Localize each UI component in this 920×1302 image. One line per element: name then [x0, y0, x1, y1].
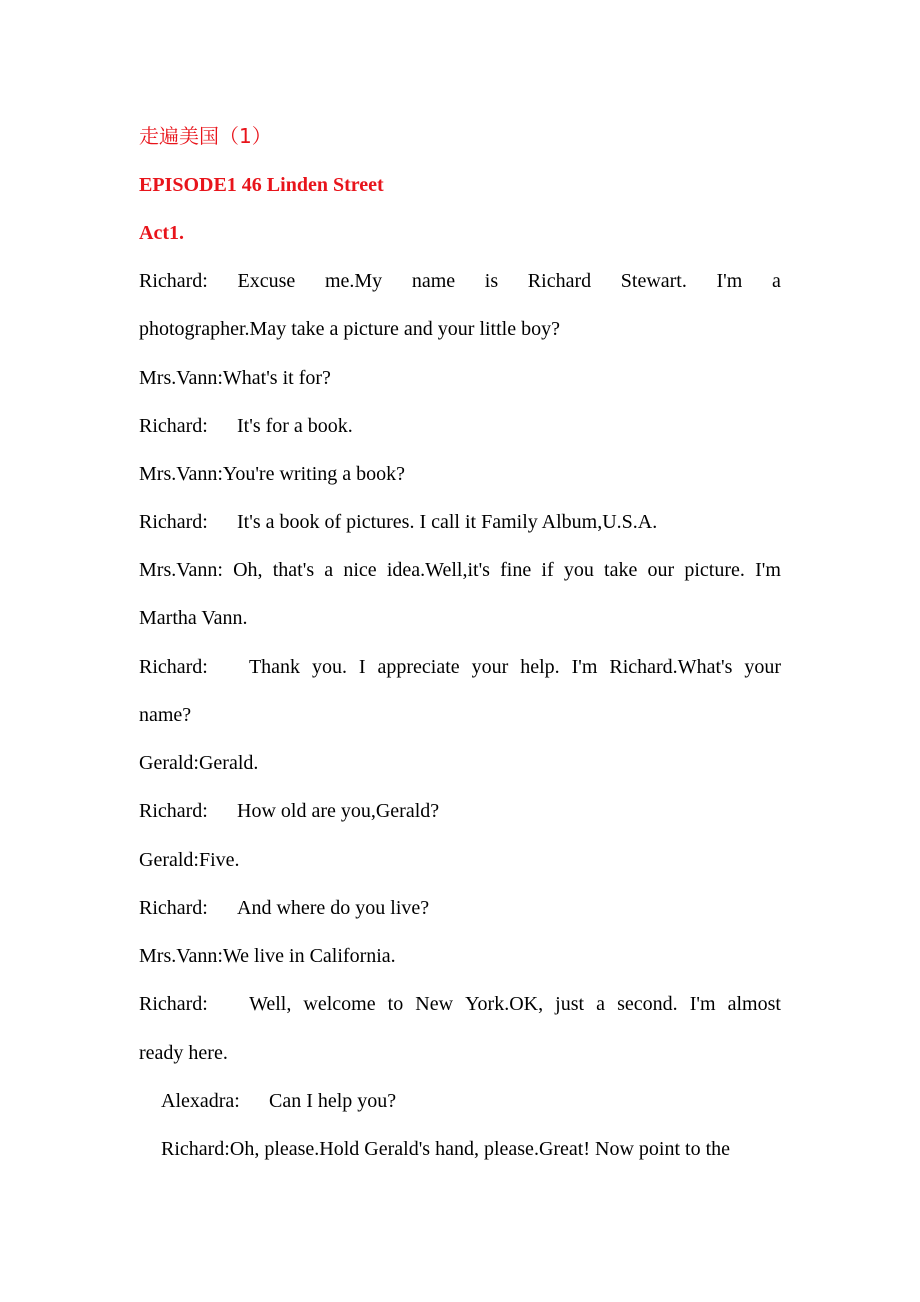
- dialogue-line-4: [139, 460, 781, 488]
- dialogue-line-1-cont: photographer.May take a picture and your little boy?: [139, 318, 560, 340]
- speaker: Mrs.Vann:: [139, 463, 223, 485]
- dialogue-line-13: [139, 990, 781, 1018]
- dialogue-text: We live in California.: [222, 945, 396, 967]
- word: second.: [617, 993, 678, 1015]
- title-cn: [139, 122, 781, 151]
- dialogue-line-7-cont: name?: [139, 704, 192, 726]
- word: I'm: [571, 656, 598, 678]
- dialogue-line-8: [139, 749, 781, 777]
- speaker: Richard:: [161, 1138, 230, 1160]
- speaker: Mrs.Vann:: [139, 559, 223, 581]
- word: your: [744, 656, 781, 678]
- word: you: [563, 559, 594, 581]
- speaker: Richard:: [139, 897, 208, 919]
- word: I'm: [755, 559, 781, 581]
- speaker: Richard:: [139, 415, 208, 437]
- word: a: [324, 559, 334, 581]
- word: almost: [727, 993, 781, 1015]
- speaker: Richard:: [139, 511, 208, 533]
- dialogue-text: Gerald.: [198, 752, 259, 774]
- dialogue-line-12: [139, 942, 781, 970]
- word: me.My: [324, 270, 383, 292]
- dialogue-line-14: [161, 1087, 781, 1115]
- dialogue-text: It's for a book.: [237, 415, 353, 437]
- word: take: [604, 559, 638, 581]
- word: help.: [520, 656, 560, 678]
- word: welcome: [303, 993, 376, 1015]
- dialogue-line-6-cont: Martha Vann.: [139, 607, 248, 629]
- word: you.: [311, 656, 347, 678]
- dialogue-text: It's a book of pictures. I call it Family Album,U.S.A.: [237, 511, 658, 533]
- word: appreciate: [377, 656, 460, 678]
- word: that's: [272, 559, 315, 581]
- speaker: Richard:: [139, 656, 208, 678]
- dialogue-text: Can I help you?: [269, 1090, 397, 1112]
- act-heading: Act1.: [139, 222, 184, 244]
- word: New: [415, 993, 454, 1015]
- speaker: Richard:: [139, 800, 208, 822]
- dialogue-text: How old are you,Gerald?: [237, 800, 440, 822]
- word: your: [471, 656, 509, 678]
- speaker: Mrs.Vann:: [139, 367, 223, 389]
- word: York.OK,: [465, 993, 544, 1015]
- word: name: [411, 270, 456, 292]
- word: Oh,: [233, 559, 263, 581]
- word: just: [555, 993, 585, 1015]
- speaker: Gerald:: [139, 752, 199, 774]
- dialogue-text: You're writing a book?: [222, 463, 405, 485]
- word: picture.: [684, 559, 745, 581]
- word: fine: [500, 559, 532, 581]
- title-cn-text: 走遍美国（1）: [139, 124, 272, 148]
- dialogue-line-1: [139, 267, 781, 295]
- dialogue-line-7: [139, 653, 781, 681]
- word: Well,: [249, 993, 292, 1015]
- dialogue-line-10: [139, 846, 781, 874]
- speaker: Mrs.Vann:: [139, 945, 223, 967]
- episode-heading: EPISODE1 46 Linden Street: [139, 174, 384, 196]
- dialogue-text: Oh, please.Hold Gerald's hand, please.Great! Now point to the: [229, 1138, 731, 1160]
- word: if: [541, 559, 554, 581]
- word: our: [647, 559, 675, 581]
- speaker: Alexadra:: [161, 1090, 240, 1112]
- dialogue-line-6: [139, 556, 781, 584]
- word: Excuse: [237, 270, 296, 292]
- word: nice: [343, 559, 377, 581]
- word: a: [596, 993, 606, 1015]
- speaker: Richard:: [139, 993, 208, 1015]
- dialogue-line-2: [139, 364, 781, 392]
- word: I'm: [689, 993, 716, 1015]
- dialogue-line-5: [139, 508, 781, 536]
- word: I: [358, 656, 366, 678]
- dialogue-line-3: [139, 412, 781, 440]
- word: Stewart.: [620, 270, 687, 292]
- speaker: Richard:: [139, 270, 208, 292]
- word: I'm: [716, 270, 743, 292]
- dialogue-line-13-cont: ready here.: [139, 1042, 228, 1064]
- speaker: Gerald:: [139, 849, 199, 871]
- dialogue-text: Five.: [198, 849, 240, 871]
- dialogue-line-9: [139, 797, 781, 825]
- dialogue-line-11: [139, 894, 781, 922]
- dialogue-text: And where do you live?: [237, 897, 430, 919]
- word: Thank: [248, 656, 301, 678]
- dialogue-line-15: [161, 1135, 781, 1163]
- word: a: [772, 270, 781, 292]
- dialogue-text: What's it for?: [222, 367, 331, 389]
- word: Richard: [527, 270, 592, 292]
- word: is: [484, 270, 499, 292]
- word: idea.Well,it's: [386, 559, 490, 581]
- word: to: [387, 993, 404, 1015]
- word: Richard.What's: [609, 656, 733, 678]
